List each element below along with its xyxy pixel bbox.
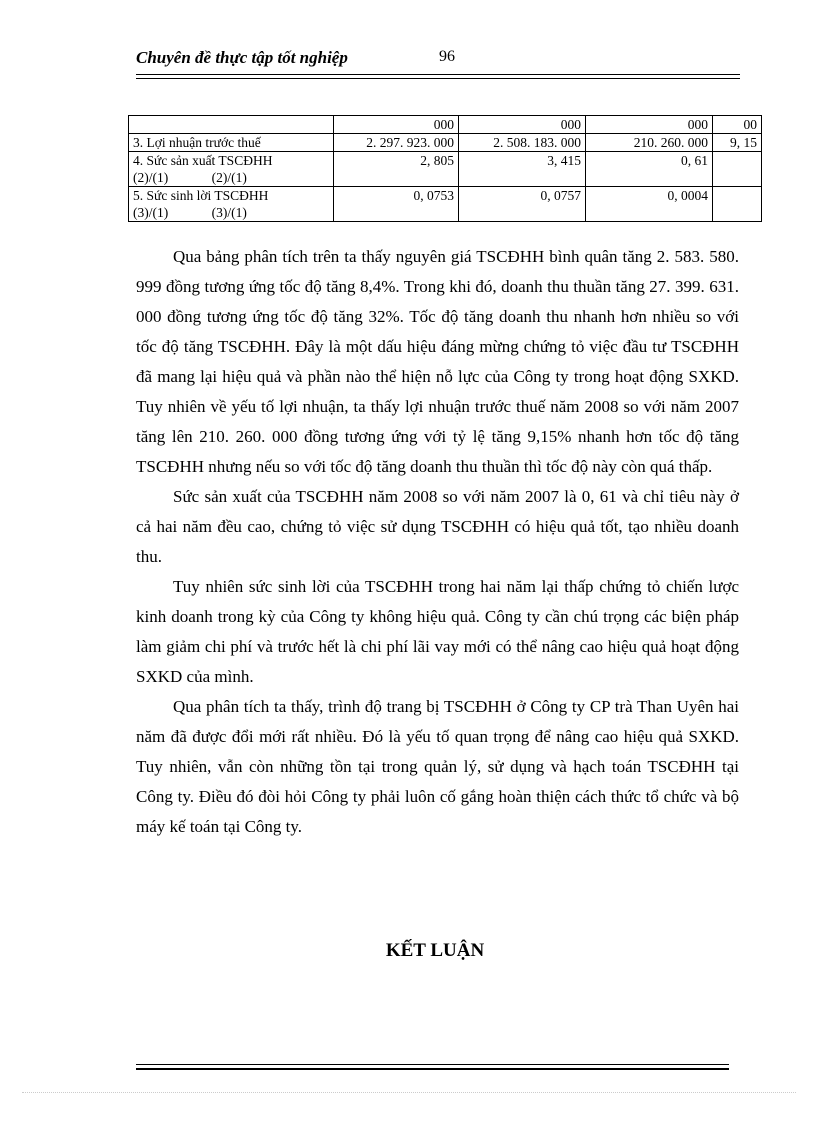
paragraph: Tuy nhiên sức sinh lời của TSCĐHH trong hai năm lại thấp chứng tỏ chiến lược kinh doanh trong kỳ của Công ty không hiệu quả. Công ty cần chú trọng các biện pháp làm giảm chi phí và trước hết là chi phí lãi vay mới có thể nâng cao hiệu quả hoạt động SXKD của mình. (136, 577, 739, 686)
table-cell (129, 116, 334, 134)
footer-rule (136, 1064, 729, 1065)
table-cell: 000 (586, 116, 713, 134)
table-cell: 0, 0004 (586, 187, 713, 222)
table-cell: 00 (713, 116, 762, 134)
footer-rule-double (136, 1068, 729, 1070)
table-cell: 2. 297. 923. 000 (334, 134, 459, 152)
table-row (129, 134, 762, 152)
row-label (129, 152, 334, 187)
row-formula: (2)/(1) (2)/(1) (133, 170, 247, 185)
table-cell: 210. 260. 000 (586, 134, 713, 152)
table-cell: 9, 15 (713, 134, 762, 152)
table-cell: 000 (334, 116, 459, 134)
table-row (129, 187, 762, 222)
paragraph: Qua phân tích ta thấy, trình độ trang bị TSCĐHH ở Công ty CP trà Than Uyên hai năm đã được đổi mới rất nhiều. Đó là yếu tố quan trọng để nâng cao hiệu quả SXKD. Tuy nhiên, vẫn còn những tồn tại trong quản lý, sử dụng và hạch toán TSCĐHH tại Công ty. Điều đó đòi hỏi Công ty phải luôn cố gắng hoàn thiện cách thức tổ chức và bộ máy kế toán tại Công ty. (136, 697, 739, 836)
table-cell: 2. 508. 183. 000 (459, 134, 586, 152)
table-cell: 2, 805 (334, 152, 459, 187)
analysis-table (128, 115, 762, 222)
table-cell: 3, 415 (459, 152, 586, 187)
row-label-text: 5. Sức sinh lời TSCĐHH (133, 188, 269, 203)
row-label (129, 134, 334, 152)
table-cell: 000 (459, 116, 586, 134)
row-formula: (3)/(1) (3)/(1) (133, 205, 247, 220)
header-rule (136, 74, 740, 75)
row-label-text: 4. Sức sản xuất TSCĐHH (133, 153, 273, 168)
table-row (129, 152, 762, 187)
table-cell (713, 187, 762, 222)
page-number: 96 (439, 48, 455, 65)
header-title: Chuyên đề thực tập tốt nghiệp (136, 48, 348, 67)
table-cell: 0, 0757 (459, 187, 586, 222)
conclusion-heading: KẾT LUẬN (385, 940, 485, 961)
paragraph: Sức sản xuất của TSCĐHH năm 2008 so với năm 2007 là 0, 61 và chỉ tiêu này ở cả hai năm đều cao, chứng tỏ việc sử dụng TSCĐHH có hiệu quả tốt, tạo nhiều doanh thu. (136, 487, 739, 566)
row-label-text: 3. Lợi nhuận trước thuế (133, 135, 261, 150)
page-header (136, 48, 740, 72)
table-cell (713, 152, 762, 187)
table-row (129, 116, 762, 134)
page-edge (22, 1092, 796, 1093)
body-text (136, 242, 739, 842)
row-label (129, 187, 334, 222)
table-cell: 0, 61 (586, 152, 713, 187)
table-cell: 0, 0753 (334, 187, 459, 222)
paragraph: Qua bảng phân tích trên ta thấy nguyên giá TSCĐHH bình quân tăng 2. 583. 580. 999 đồng tương ứng tốc độ tăng 8,4%. Trong khi đó, doanh thu thuần tăng 27. 399. 631. 000 đồng tương ứng tốc độ tăng 32%. Tốc độ tăng doanh thu nhanh hơn nhiều so với tốc độ tăng TSCĐHH. Đây là một dấu hiệu đáng mừng chứng tỏ việc đầu tư TSCĐHH đã mang lại hiệu quả và phần nào thể hiện nỗ lực của Công ty trong hoạt động SXKD. Tuy nhiên về yếu tố lợi nhuận, ta thấy lợi nhuận trước thuế năm 2008 so với năm 2007 tăng lên 210. 260. 000 đồng tương ứng với tỷ lệ tăng 9,15% nhanh hơn tốc độ tăng TSCĐHH nhưng nếu so với tốc độ tăng doanh thu thuần thì tốc độ này còn quá thấp. (136, 247, 739, 476)
header-rule-double (136, 78, 740, 79)
